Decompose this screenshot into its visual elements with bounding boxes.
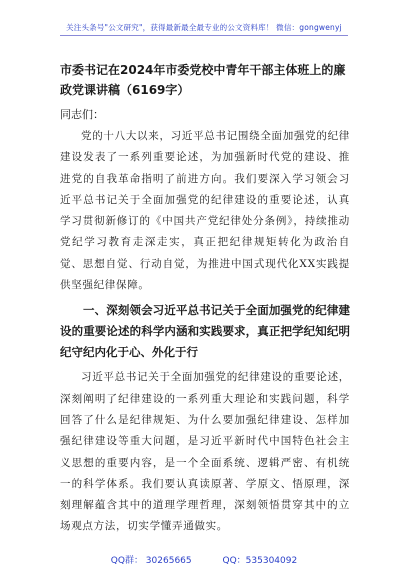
- greeting: 同志们：: [60, 108, 104, 121]
- footer-contact: [0, 553, 408, 566]
- header-banner: [0, 0, 408, 52]
- paragraph-section-1: 习近平总书记关于全面加强党的纪律建设的重要论述，深刻阐明了纪律建设的一系列重大理论和实践问题，科学回答了什么是纪律规矩、为什么要加强纪律建设、怎样加强纪律建设等重大问题，是习近平新时代中国特色社会主义思想的重要内容，是一个全面系统、逻辑严密、有机统一的科学体系。我们要认真读原著、学原文、悟原理，深刻理解蕴含其中的道理学理哲理，深刻领悟贯穿其中的立场观点方法，切实学懂弄通做实。: [60, 371, 350, 533]
- footer-qq-group: QQ群： 30265665: [110, 556, 192, 566]
- header-promo-text: 关注头条号"公文研究"，获得最新最全最专业的公文资料库！ 微信：gongwenyj: [66, 23, 342, 32]
- footer-qq: QQ：535304092: [222, 556, 298, 566]
- header-divider: [60, 35, 348, 36]
- document-body: [60, 60, 350, 538]
- document-title: 市委书记在2024年市委党校中青年干部主体班上的廉政党课讲稿（6169字）: [60, 63, 346, 97]
- section-heading-1: 一、深刻领会习近平总书记关于全面加强党的纪律建设的重要论述的科学内涵和实践要求，真正把学纪知纪明纪守纪内化于心、外化于行: [60, 303, 350, 360]
- paragraph-intro: 党的十八大以来，习近平总书记围绕全面加强党的纪律建设发表了一系列重要论述，为加强新时代党的建设、推进党的自我革命指明了前进方向。我们要深入学习领会习近平总书记关于全面加强党的纪律建设的重要论述，认真学习贯彻新修订的《中国共产党纪律处分条例》，持续推动党纪学习教育走深走实，真正把纪律规矩转化为政治自觉、思想自觉、行动自觉，为推进中国式现代化XX实践提供坚强纪律保障。: [60, 130, 350, 292]
